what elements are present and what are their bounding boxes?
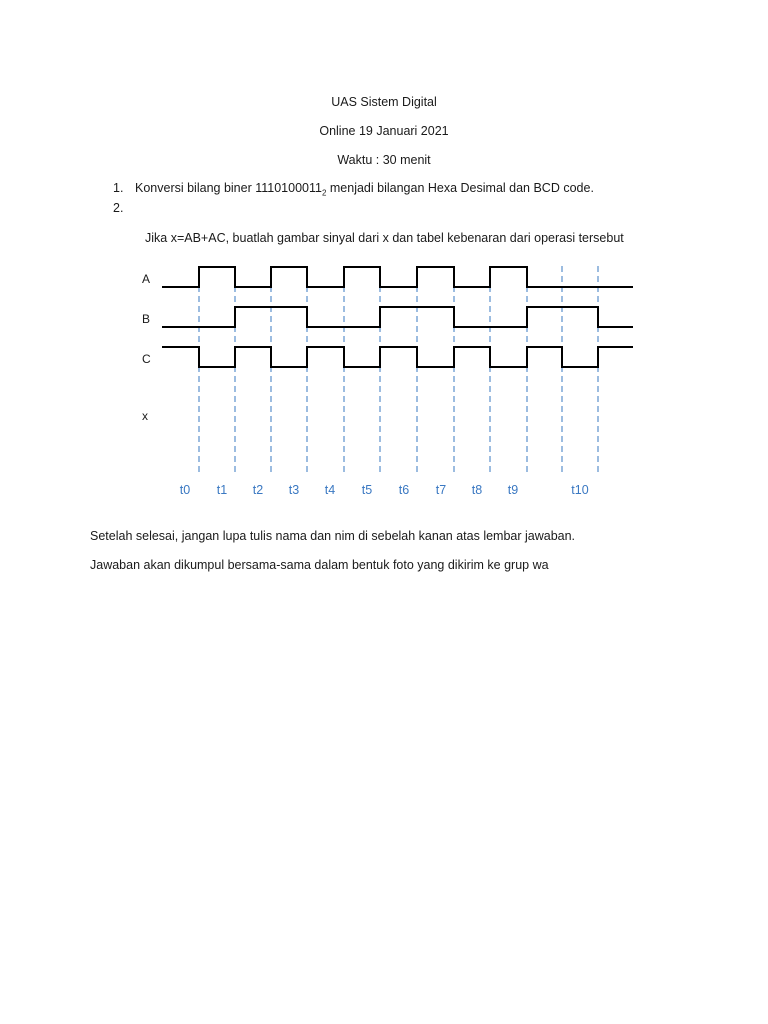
footer-note-2: Jawaban akan dikumpul bersama-sama dalam bentuk foto yang dikirim ke grup wa (90, 558, 549, 572)
time-markers (199, 266, 598, 472)
question-1-text: Konversi bilang biner 1110100011 (135, 181, 322, 195)
signal-label-x: x (142, 409, 148, 423)
time-label: t7 (435, 483, 447, 497)
time-label: t9 (507, 483, 519, 497)
time-label: t1 (216, 483, 228, 497)
footer-note-1: Setelah selesai, jangan lupa tulis nama dan nim di sebelah kanan atas lembar jawaban. (90, 529, 576, 543)
time-label: t8 (471, 483, 483, 497)
question-1-number: 1. (113, 181, 124, 195)
question-1-subscript: 2 (321, 188, 327, 198)
exam-duration: Waktu : 30 menit (337, 153, 431, 167)
question-1-text-end: menjadi bilangan Hexa Desimal dan BCD code. (326, 181, 594, 195)
time-label: t6 (398, 483, 410, 497)
time-label: t10 (571, 483, 589, 497)
exam-date: Online 19 Januari 2021 (319, 124, 449, 138)
exam-title: UAS Sistem Digital (331, 95, 437, 109)
signal-label-a: A (142, 272, 151, 286)
signal-label-c: C (142, 352, 151, 366)
question-2-number: 2. (113, 201, 124, 215)
time-label: t0 (179, 483, 191, 497)
time-label: t4 (324, 483, 336, 497)
time-label: t3 (288, 483, 300, 497)
time-label: t2 (252, 483, 264, 497)
signal-c-waveform (162, 347, 633, 367)
signal-label-b: B (142, 312, 151, 326)
signal-labels (142, 272, 151, 423)
question-2-instruction: Jika x=AB+AC, buatlah gambar sinyal dari x dan tabel kebenaran dari operasi tersebut (145, 231, 624, 245)
time-labels (180, 483, 589, 497)
time-label: t5 (361, 483, 373, 497)
